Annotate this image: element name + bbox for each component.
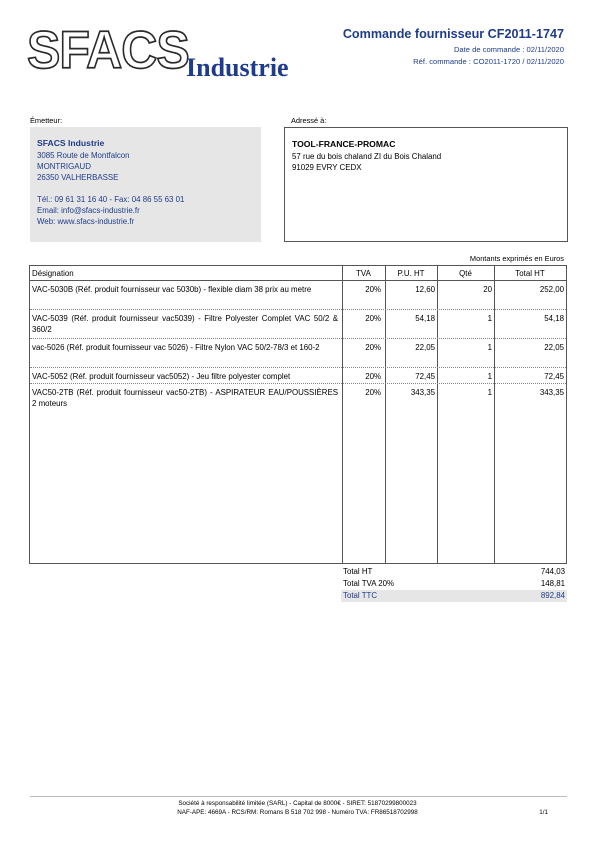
row-tva: 20%	[365, 285, 381, 294]
recipient-address-line: 57 rue du bois chaland ZI du Bois Chaland	[292, 152, 442, 161]
row-unit-price: 22,05	[415, 343, 435, 352]
total-tva-value: 148,81	[540, 579, 565, 588]
emitter-box	[30, 127, 261, 242]
total-ttc-row	[341, 590, 567, 602]
document-title: Commande fournisseur CF2011-1747	[342, 27, 564, 41]
table-row	[30, 342, 566, 366]
emitter-phone: Tél.: 09 61 31 16 40 - Fax: 04 86 55 63 01	[37, 195, 185, 204]
total-tva-label: Total TVA 20%	[343, 579, 395, 588]
total-ttc-label: Total TTC	[343, 591, 378, 600]
row-quantity: 1	[487, 343, 492, 352]
row-quantity: 1	[487, 314, 492, 323]
row-tva: 20%	[365, 388, 381, 397]
order-lines-table	[29, 265, 567, 564]
header-designation: Désignation	[32, 269, 74, 278]
total-ttc-value: 892,84	[540, 591, 565, 600]
row-unit-price: 343,35	[410, 388, 435, 397]
currency-note: Montants exprimés en Euros	[469, 254, 564, 263]
emitter-address-line: MONTRIGAUD	[37, 162, 91, 171]
order-reference: Réf. commande : CO2011-1720 / 02/11/2020	[413, 57, 564, 66]
row-designation: VAC50-2TB (Réf. produit fournisseur vac50-2TB) - ASPIRATEUR EAU/POUSSIÈRES 2 moteurs	[32, 388, 338, 408]
totals-block	[341, 566, 567, 602]
row-unit-price: 12,60	[415, 285, 435, 294]
emitter-address-line: 26350 VALHERBASSE	[37, 173, 119, 182]
row-total: 72,45	[544, 372, 564, 381]
row-total: 22,05	[544, 343, 564, 352]
total-tva-row	[341, 578, 567, 590]
recipient-box	[284, 127, 568, 242]
row-tva: 20%	[365, 314, 381, 323]
header-unit-price: P.U. HT	[397, 269, 425, 278]
total-ht-label: Total HT	[343, 567, 373, 576]
emitter-website: Web: www.sfacs-industrie.fr	[37, 217, 135, 226]
row-total: 343,35	[539, 388, 564, 397]
row-tva: 20%	[365, 343, 381, 352]
row-quantity: 20	[483, 285, 492, 294]
recipient-label: Adressé à:	[291, 116, 327, 125]
row-tva: 20%	[365, 372, 381, 381]
header-quantity: Qté	[459, 269, 472, 278]
table-row	[30, 284, 566, 308]
row-unit-price: 54,18	[415, 314, 435, 323]
total-ht-row	[341, 566, 567, 578]
row-designation: VAC-5039 (Réf. produit fournisseur vac5039) - Filtre Polyester Complet VAC 50/2 & 360/2	[32, 314, 338, 334]
order-date: Date de commande : 02/11/2020	[453, 45, 564, 54]
row-quantity: 1	[487, 372, 492, 381]
recipient-name: TOOL-FRANCE-PROMAC	[292, 139, 396, 149]
row-total: 252,00	[539, 285, 564, 294]
row-designation: VAC-5030B (Réf. produit fournisseur vac 5030b) - flexible diam 38 prix au metre	[32, 285, 312, 294]
table-row	[30, 371, 566, 383]
header-tva: TVA	[356, 269, 371, 278]
company-logo-subtitle: Industrie	[186, 53, 289, 82]
total-ht-value: 744,03	[540, 567, 565, 576]
table-row	[30, 313, 566, 337]
page-number: 1/1	[539, 809, 548, 816]
emitter-address-line: 3085 Route de Montfalcon	[37, 151, 130, 160]
row-designation: vac-5026 (Réf. produit fournisseur vac 5026) - Filtre Nylon VAC 50/2-78/3 et 160-2	[32, 343, 320, 352]
company-logo: SFACS	[27, 20, 189, 80]
header-total: Total HT	[515, 269, 545, 278]
footer-divider	[30, 796, 567, 797]
emitter-name: SFACS Industrie	[37, 138, 105, 148]
row-total: 54,18	[544, 314, 564, 323]
row-designation: VAC-5052 (Réf. produit fournisseur vac5052) - Jeu filtre polyester complet	[32, 372, 291, 381]
table-row	[30, 387, 566, 411]
emitter-label: Émetteur:	[30, 116, 63, 125]
footer-legal-line: Société à responsabilité limitée (SARL) - Capital de 8000€ - SIRET: 51870299800023	[178, 800, 417, 807]
footer-registration-line: NAF-APE: 4669A - RCS/RM: Romans B 518 702 998 - Numéro TVA: FR86518702998	[177, 809, 418, 816]
recipient-address-line: 91029 EVRY CEDX	[292, 163, 362, 172]
row-unit-price: 72,45	[415, 372, 435, 381]
row-quantity: 1	[487, 388, 492, 397]
emitter-email: Email: info@sfacs-industrie.fr	[37, 206, 140, 215]
